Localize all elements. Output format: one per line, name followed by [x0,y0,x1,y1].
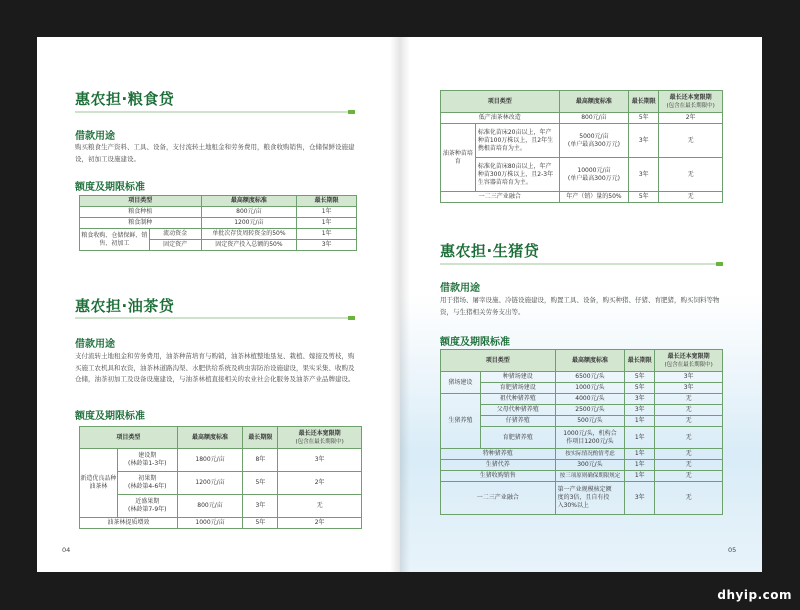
sub-line: (林龄第1-3年) [128,460,167,467]
term-cell: 5年 [625,372,655,383]
type-cell: 粮食制种 [80,218,202,229]
header-cell: 最长期限 [629,91,659,113]
type-cell: 特种猪养殖 [441,449,556,460]
sub-line: 近盛果期 [135,498,160,505]
grace-cell: 3年 [278,449,362,472]
amount-cell: 4000元/头 [555,394,625,405]
desc-cell: 标准化苗床80亩以上，年产种苗300万株以上，且2-3年生容器苗培育为主。 [475,158,559,192]
grain-loan-title: 惠农担·粮食贷 [75,90,175,108]
sub-cell: 固定资产 [149,240,201,251]
oil-purpose-text: 支付流转土地租金和劳务费用，油茶种苗培育与购销，油茶林植整地垦复、栽植、嫁接及剪枝，购买施工农机具和农资，油茶林道路沟渠、水肥供给系统及病虫害防治设施建设，果实采集、收购及仓储，油茶初加工及设备设施建设，与油茶林植直接相关的农业社会化服务及油茶产业品牌建设。 [75,352,355,383]
type-cell: 生猪收购销售 [441,471,556,482]
title-divider [75,111,355,113]
table-header-row [80,427,362,449]
term-cell: 5年 [629,192,659,203]
header-cell [278,427,362,449]
table-row [441,405,723,416]
amount-cell: 2500元/头 [555,405,625,416]
pig-purpose-text: 用于猪场、屠宰设施、冷链设施建设，购置工具、设备，购买种猪、仔猪、育肥猪，购买饲料等物资，与生猪相关劳务支出等。 [440,296,720,316]
term-cell: 3年 [297,240,357,251]
table-row [80,518,362,529]
grace-cell: 无 [659,192,723,203]
sub-cell: 育肥猪场建设 [480,383,555,394]
header-note: (包含在最长期限中) [664,361,713,368]
desc-cell: 标准化苗床20亩以上，年产种苗100万株以上，且2年生携根苗培育为主。 [475,124,559,158]
sub-cell [117,472,177,495]
grace-cell: 2年 [659,113,723,124]
grace-cell: 无 [659,158,723,192]
amount-cell: 1800元/亩 [177,449,243,472]
oil-limit-table [79,426,362,529]
table-row [80,218,357,229]
amount-cell: 1200元/亩 [201,218,297,229]
term-cell: 1年 [297,218,357,229]
grace-cell: 无 [278,495,362,518]
amount-cell: 800元/亩 [201,207,297,218]
grace-cell: 无 [655,394,723,405]
sub-line: (林龄第7-9年) [128,506,167,513]
table-row [441,158,723,192]
amount-line: 第一产业规模核定额 [557,486,612,493]
group-cell: 粮食收购、仓储保鲜、销售、初加工 [80,229,150,251]
group-cell: 生猪养殖 [441,394,481,449]
amount-cell: 单批次存货周转资金的50% [201,229,297,240]
amount-cell: 300元/头 [555,460,625,471]
grace-cell: 无 [655,471,723,482]
term-cell: 5年 [625,383,655,394]
header-cell [655,350,723,372]
header-cell: 最长期限 [297,196,357,207]
header-cell: 最高额度标准 [559,91,629,113]
amount-cell: 年产（销）量的50% [559,192,629,203]
page-number: 05 [728,546,737,554]
group-cell: 油茶种苗培育 [441,124,476,192]
type-cell: 低产油茶林改造 [441,113,560,124]
term-cell: 1年 [625,449,655,460]
table-row [80,449,362,472]
pig-limit-heading: 额度及期限标准 [440,337,510,348]
header-line: 最长还本宽限期 [298,429,341,437]
header-cell: 最高额度标准 [177,427,243,449]
table-row [441,427,723,449]
sub-line: (林龄第4-6年) [128,483,167,490]
sub-cell [117,449,177,472]
term-cell: 5年 [629,113,659,124]
term-cell: 5年 [243,472,278,495]
amount-cell: 500元/头 [555,416,625,427]
amount-cell: 800元/亩 [177,495,243,518]
table-row [80,472,362,495]
table-row [80,495,362,518]
term-cell: 1年 [625,427,655,449]
term-cell: 1年 [297,229,357,240]
header-cell: 最高额度标准 [555,350,625,372]
grain-purpose-text: 购买粮食生产资料、工具、设备，支付流转土地租金和劳务费用，粮食收购销售，仓储保鲜设施建设，初加工设施建设。 [75,143,355,163]
grace-cell: 无 [655,482,723,515]
amount-cell [555,427,625,449]
grace-cell: 无 [659,124,723,158]
grace-cell: 3年 [655,372,723,383]
sub-line: 初果期 [138,475,157,482]
pig-loan-title: 惠农担·生猪贷 [440,242,540,260]
term-cell: 1年 [297,207,357,218]
pig-purpose-heading: 借款用途 [440,283,480,294]
table-row [441,416,723,427]
header-cell: 项目类型 [80,427,178,449]
oil-limit-table-continued [440,90,723,203]
table-header-row [441,350,723,372]
table-header-row [80,196,357,207]
grace-cell: 2年 [278,472,362,495]
group-cell: 新造优良品种油茶林 [80,449,118,518]
term-cell: 3年 [243,495,278,518]
table-row [441,449,723,460]
grace-cell: 3年 [655,383,723,394]
amount-line: 作项目1200元/头 [566,437,614,445]
header-cell: 项目类型 [80,196,202,207]
sub-cell [117,495,177,518]
amount-line: 度的3倍，且自有投 [557,494,610,501]
pig-limit-table [440,349,723,515]
term-cell: 3年 [629,158,659,192]
table-row [80,229,357,240]
right-page [400,37,762,572]
grace-cell: 无 [655,460,723,471]
oil-purpose-heading: 借款用途 [75,339,115,350]
amount-cell: 800元/亩 [559,113,629,124]
header-cell: 最高额度标准 [201,196,297,207]
table-row [441,471,723,482]
title-divider [440,263,723,265]
table-row [441,482,723,515]
amount-cell [555,482,625,515]
oil-loan-title: 惠农担·油茶贷 [75,297,175,315]
amount-line: 入30%以上 [557,502,589,509]
term-cell: 8年 [243,449,278,472]
grain-limit-table [79,195,357,251]
header-cell: 最长期限 [243,427,278,449]
grace-cell: 无 [655,405,723,416]
amount-line: 1000元/头，机构合 [563,429,617,437]
sub-cell: 流动资金 [149,229,201,240]
term-cell: 5年 [243,518,278,529]
table-header-row [441,91,723,113]
table-row [441,124,723,158]
amount-line: (单户最高300万元) [567,140,620,148]
sub-cell: 育肥猪养殖 [480,427,555,449]
amount-cell: 1000元/头 [555,383,625,394]
sub-cell: 仔猪养殖 [480,416,555,427]
grace-cell: 无 [655,416,723,427]
term-cell: 3年 [625,394,655,405]
amount-cell: 按实际情况酌情考虑 [555,449,625,460]
amount-line: 10000元/亩 [577,166,611,174]
watermark: dhyip.com [717,588,792,602]
amount-cell [559,158,629,192]
header-line: 最长还本宽限期 [669,93,712,101]
amount-cell: 1000元/亩 [177,518,243,529]
table-row [441,192,723,203]
type-cell: 油茶林提质增效 [80,518,178,529]
amount-cell: 6500元/头 [555,372,625,383]
term-cell: 1年 [625,471,655,482]
table-row [441,113,723,124]
table-row [441,383,723,394]
grain-limit-heading: 额度及期限标准 [75,182,145,193]
type-cell: 一二三产业融合 [441,192,560,203]
page-number: 04 [62,546,71,554]
table-row [441,372,723,383]
group-cell: 猪场建设 [441,372,481,394]
type-cell: 生猪代养 [441,460,556,471]
header-line: 最长还本宽限期 [667,352,710,360]
header-note: (包含在最长期限中) [295,438,344,445]
header-cell: 最长期限 [625,350,655,372]
type-cell: 一二三产业融合 [441,482,556,515]
amount-cell: 固定资产投入总额的50% [201,240,297,251]
term-cell: 3年 [625,482,655,515]
grace-cell: 无 [655,449,723,460]
amount-line: 5000元/亩 [579,132,609,140]
header-cell: 项目类型 [441,91,560,113]
sub-line: 建设期 [138,452,157,459]
sub-cell: 祖代种猪养殖 [480,394,555,405]
amount-cell: 按三项原则确保期限规定 [555,471,625,482]
table-row [441,460,723,471]
amount-line: (单户最高300万元) [567,174,620,182]
grace-cell: 无 [655,427,723,449]
sub-cell: 父母代种猪养殖 [480,405,555,416]
oil-limit-heading: 额度及期限标准 [75,411,145,422]
header-note: (包含在最长期限中) [666,102,715,109]
header-cell: 项目类型 [441,350,556,372]
left-page [37,37,400,572]
sub-cell: 种猪场建设 [480,372,555,383]
table-row [441,394,723,405]
table-row [80,207,357,218]
type-cell: 粮食种植 [80,207,202,218]
amount-cell: 1200元/亩 [177,472,243,495]
term-cell: 1年 [625,460,655,471]
grain-purpose-heading: 借款用途 [75,131,115,142]
term-cell: 1年 [625,416,655,427]
term-cell: 3年 [629,124,659,158]
title-divider [75,317,355,319]
header-cell [659,91,723,113]
term-cell: 3年 [625,405,655,416]
grace-cell: 2年 [278,518,362,529]
amount-cell [559,124,629,158]
